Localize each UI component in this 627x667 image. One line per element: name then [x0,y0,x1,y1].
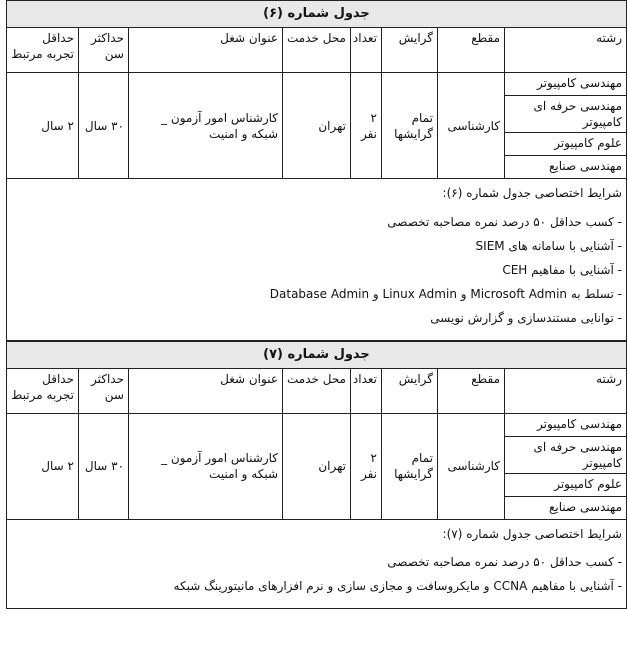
header-location: محل خدمت [283,28,351,73]
condition-item: - آشنایی با سامانه های SIEM [11,238,622,254]
field-cell: مهندسی حرفه ای کامپیوتر [505,96,627,133]
header-count: تعداد [351,368,382,413]
table-title: جدول شماره (۷) [6,341,626,368]
conditions-title: شرایط اختصاصی جدول شماره (۷): [442,526,622,541]
conditions-list [11,214,622,326]
count-cell: ۲ نفر [351,73,382,179]
header-orientation: گرایش [382,368,438,413]
header-job-title: عنوان شغل [129,28,283,73]
conditions-title: شرایط اختصاصی جدول شماره (۶): [442,186,622,201]
field-cell: علوم کامپیوتر [505,133,627,156]
header-degree: مقطع [438,368,505,413]
orientation-cell: تمام گرایشها [382,73,438,179]
degree-cell: کارشناسی [438,413,505,519]
table-title: جدول شماره (۶) [6,1,626,28]
field-cell: مهندسی صنایع [505,496,627,519]
job-title-cell: کارشناس امور آزمون _ شبکه و امنیت [129,413,283,519]
condition-item: - آشنایی با مفاهیم CEH [11,262,622,278]
orientation-cell: تمام گرایشها [382,413,438,519]
header-location: محل خدمت [283,368,351,413]
condition-item: - آشنایی با مفاهیم CCNA و مایکروسافت و مجازی سازی و نرم افزارهای مانیتورینگ شبکه [11,578,622,594]
count-cell: ۲ نفر [351,413,382,519]
condition-item: - کسب حداقل ۵۰ درصد نمره مصاحبه تخصصی [11,554,622,570]
min-experience-cell: ۲ سال [6,413,78,519]
degree-cell: کارشناسی [438,73,505,179]
conditions-block [6,519,626,608]
conditions-block [6,179,626,340]
header-degree: مقطع [438,28,505,73]
header-max-age: حداکثر سن [79,368,129,413]
condition-item: - تسلط به Microsoft Admin و Linux Admin و Database Admin [11,286,622,302]
header-field: رشته [505,368,627,413]
location-cell: تهران [283,73,351,179]
conditions-list [11,554,622,594]
job-table-6 [6,0,627,341]
header-count: تعداد [351,28,382,73]
field-cell: مهندسی صنایع [505,156,627,179]
field-cell: مهندسی حرفه ای کامپیوتر [505,436,627,473]
field-cell: مهندسی کامپیوتر [505,413,627,436]
min-experience-cell: ۲ سال [6,73,78,179]
field-cell: مهندسی کامپیوتر [505,73,627,96]
job-table-7 [6,341,627,610]
header-max-age: حداکثر سن [79,28,129,73]
header-min-experience: حداقل تجربه مرتبط [6,368,78,413]
header-field: رشته [505,28,627,73]
header-min-experience: حداقل تجربه مرتبط [6,28,78,73]
job-title-cell: کارشناس امور آزمون _ شبکه و امنیت [129,73,283,179]
condition-item: - توانایی مستندسازی و گزارش نویسی [11,310,622,326]
condition-item: - کسب حداقل ۵۰ درصد نمره مصاحبه تخصصی [11,214,622,230]
header-orientation: گرایش [382,28,438,73]
max-age-cell: ۳۰ سال [79,73,129,179]
header-job-title: عنوان شغل [129,368,283,413]
location-cell: تهران [283,413,351,519]
max-age-cell: ۳۰ سال [79,413,129,519]
field-cell: علوم کامپیوتر [505,473,627,496]
